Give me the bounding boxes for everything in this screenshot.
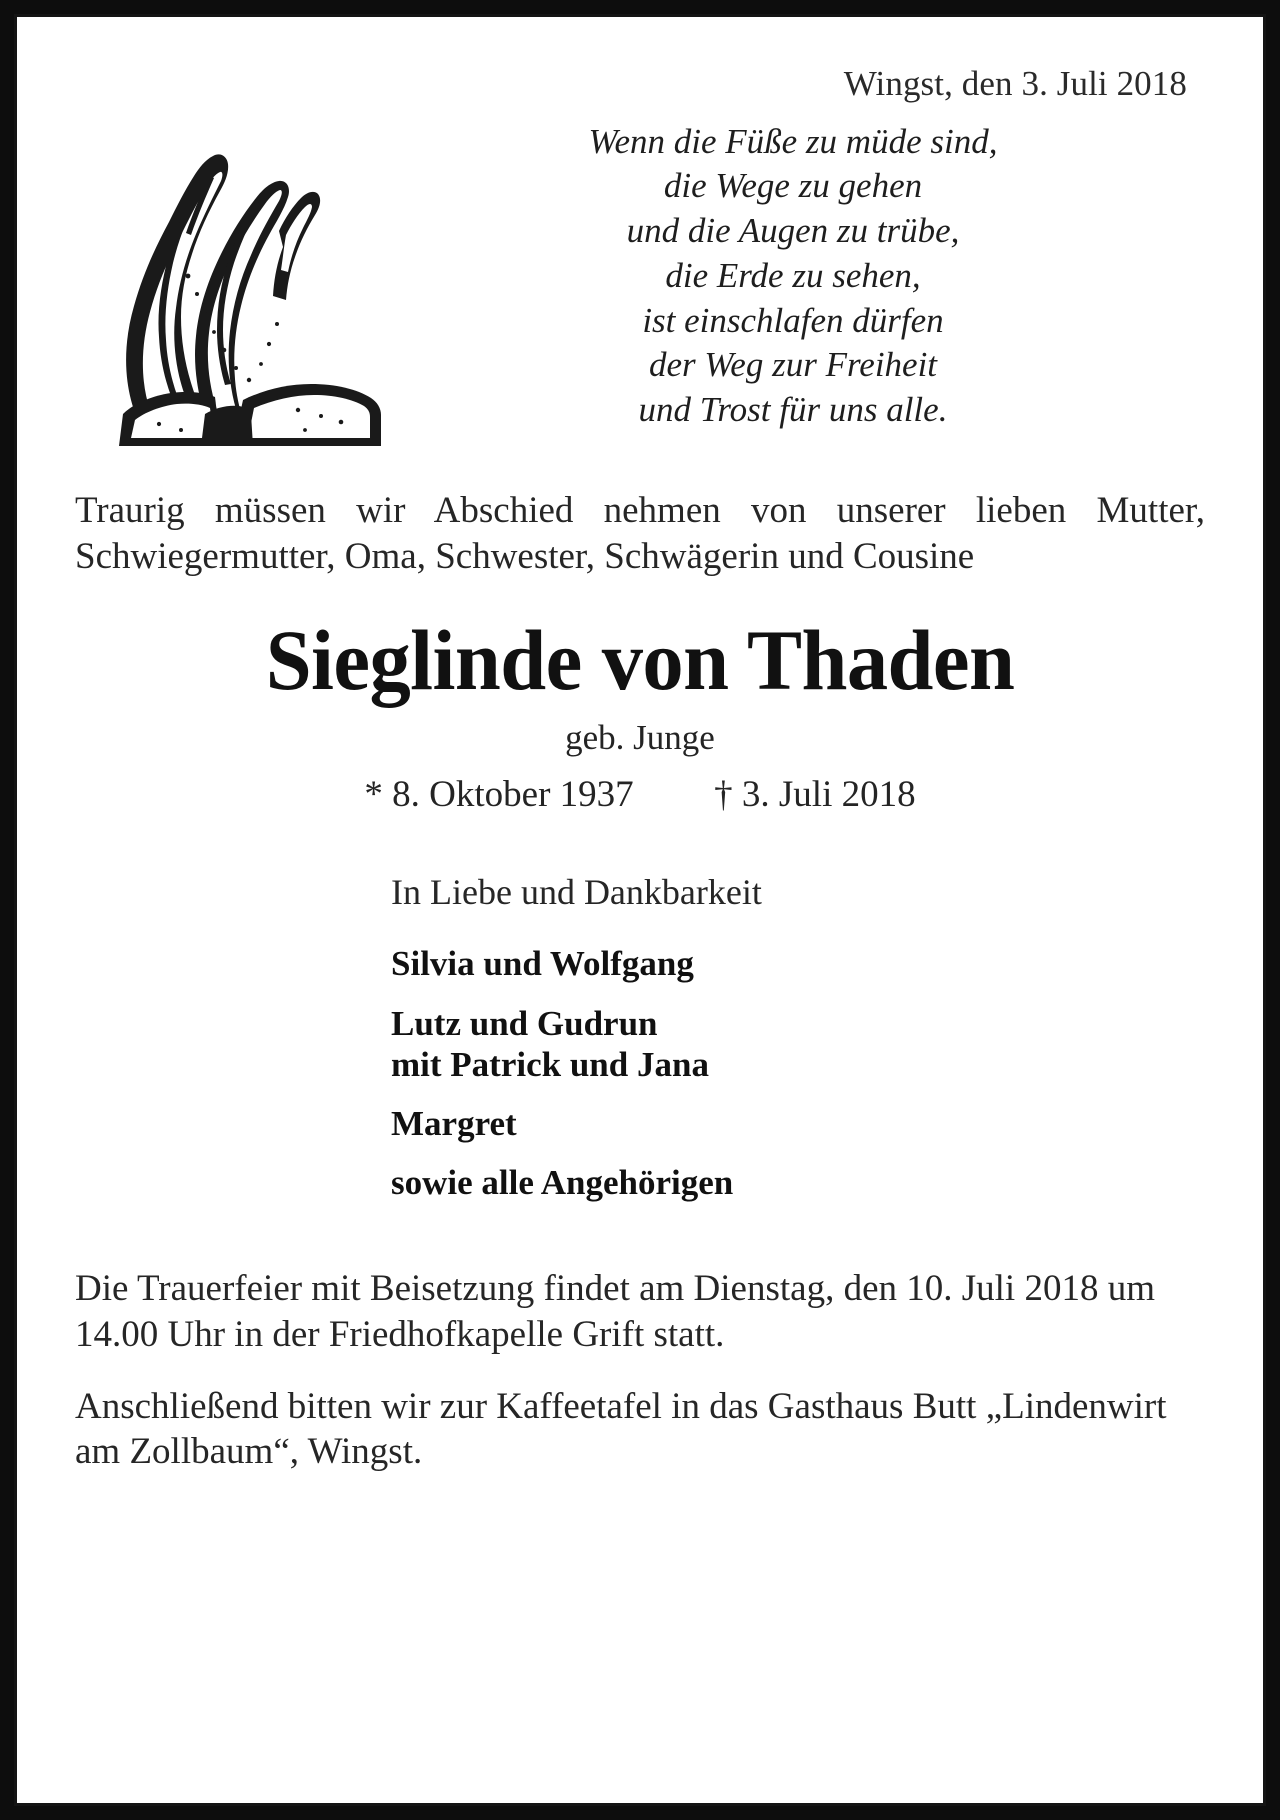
maiden-name: geb. Junge xyxy=(565,717,715,757)
obituary-content xyxy=(17,17,1263,1803)
intro-paragraph: Traurig müssen wir Abschied nehmen von unserer lieben Mutter, Schwiegermutter, Oma, Schwester, Schwägerin und Cousine xyxy=(75,489,1205,578)
poem-line: und Trost für uns alle. xyxy=(638,390,948,430)
poem-line: und die Augen zu trübe, xyxy=(626,211,960,251)
survivor-entry xyxy=(391,1162,1205,1203)
life-dates xyxy=(75,775,1205,816)
survivor-entry xyxy=(391,1103,1205,1144)
death-date: † 3. Juli 2018 xyxy=(714,774,916,816)
poem-line: ist einschlafen dürfen xyxy=(642,300,944,340)
poem-and-illustration-row xyxy=(75,116,1205,446)
survivor-name: Lutz und Gudrun xyxy=(391,1003,658,1043)
survivor-children: mit Patrick und Jana xyxy=(391,1044,709,1084)
deceased-name: Sieglinde von Thaden xyxy=(265,611,1015,708)
survivor-name: Margret xyxy=(391,1104,517,1144)
survivor-name: Silvia und Wolfgang xyxy=(391,944,694,984)
gratitude-line: In Liebe und Dankbarkeit xyxy=(391,871,762,912)
survivor-entry xyxy=(391,943,1205,984)
survivor-name: sowie alle Angehörigen xyxy=(391,1163,734,1203)
praying-hands-icon xyxy=(93,118,383,448)
deceased-name-block xyxy=(75,611,1205,816)
poem-line: der Weg zur Freiheit xyxy=(648,345,938,385)
service-details: Die Trauerfeier mit Beisetzung findet am Dienstag, den 10. Juli 2018 um 14.00 Uhr in der Friedhofkapelle Grift statt. xyxy=(75,1267,1155,1355)
memorial-poem xyxy=(405,116,1205,434)
poem-line: die Erde zu sehen, xyxy=(665,255,921,295)
poem-line: die Wege zu gehen xyxy=(663,166,923,206)
poem-line: Wenn die Füße zu müde sind, xyxy=(588,121,998,161)
place-and-date: Wingst, den 3. Juli 2018 xyxy=(843,64,1187,103)
survivors-block xyxy=(75,872,1205,1204)
closing-block xyxy=(75,1266,1205,1476)
obituary-card xyxy=(14,14,1266,1806)
reception-details: Anschließend bitten wir zur Kaffeetafel in das Gasthaus Butt „Lindenwirt am Zollbaum“, Wingst. xyxy=(75,1385,1167,1473)
birth-date: * 8. Oktober 1937 xyxy=(364,774,634,816)
survivor-entry xyxy=(391,1003,1205,1086)
